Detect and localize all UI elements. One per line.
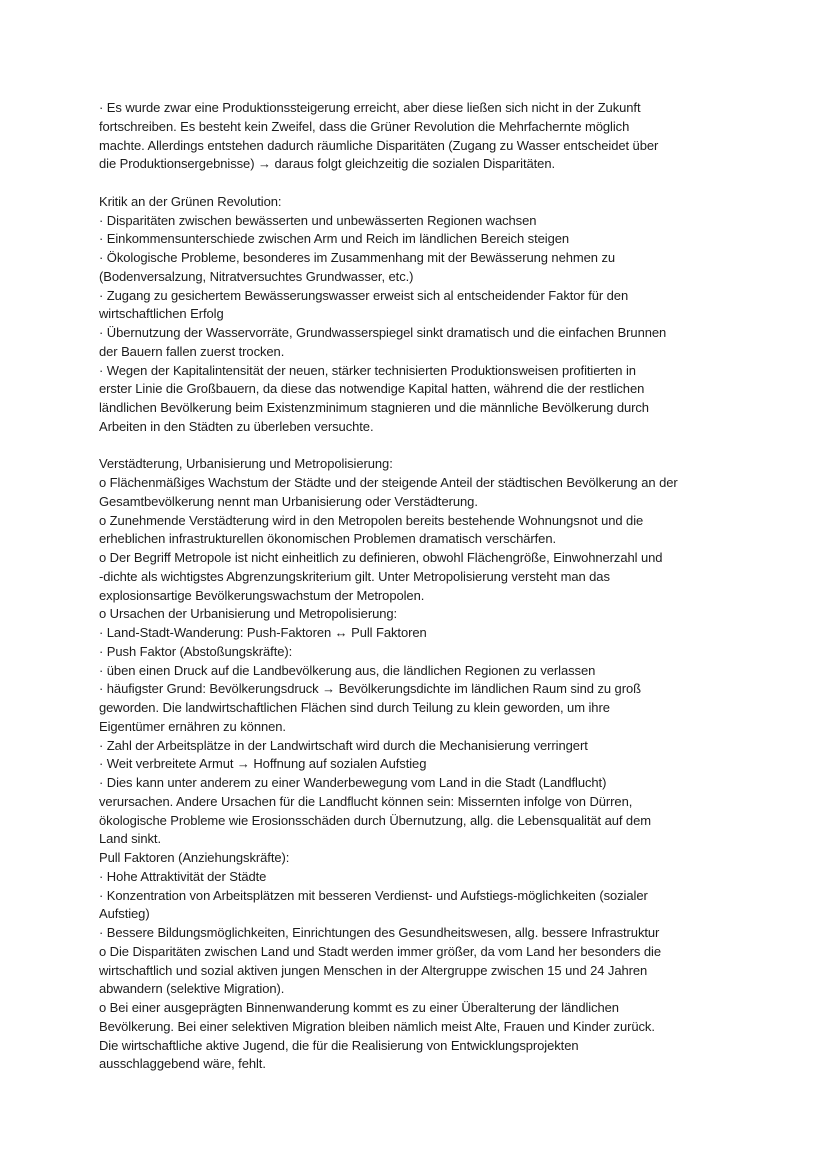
text-line: geworden. Die landwirtschaftlichen Flächen sind durch Teilung zu klein geworden, um ihre	[99, 700, 610, 715]
paragraph-spacer	[99, 174, 739, 193]
urbanisierung-heading: Verstädterung, Urbanisierung und Metropolisierung:	[99, 456, 393, 472]
text-line: ländlichen Bevölkerung beim Existenzminimum stagnieren und die männliche Bevölkerung durch	[99, 400, 649, 415]
text-line: · üben einen Druck auf die Landbevölkerung aus, die ländlichen Regionen zu verlassen	[99, 662, 596, 678]
paragraph-spacer	[99, 437, 739, 456]
text-line: · Ökologische Probleme, besonderes im Zusammenhang mit der Bewässerung nehmen zu	[99, 250, 616, 265]
text-line: · Konzentration von Arbeitsplätzen mit besseren Verdienst- und Aufstiegs-möglichkeiten (sozialer	[99, 887, 648, 903]
text-line: · Zahl der Arbeitsplätze in der Landwirtschaft wird durch die Mechanisierung verringert	[99, 737, 588, 753]
text-line: wirtschaftlich und sozial aktiven jungen Menschen in der Altergruppe zwischen 15 und 24 Jahren	[99, 962, 648, 978]
kritik-heading: Kritik an der Grünen Revolution:	[99, 193, 282, 209]
text-line: o Die Disparitäten zwischen Land und Stadt werden immer größer, da vom Land her besonders die	[99, 943, 661, 959]
text-line: · Disparitäten zwischen bewässerten und unbewässerten Regionen wachsen	[99, 212, 537, 228]
text-line: Eigentümer ernähren zu können.	[99, 718, 286, 734]
text-line: fortschreiben. Es besteht kein Zweifel, dass die Grüner Revolution die Mehrfachernte möglich	[99, 118, 630, 134]
text-line: Arbeiten in den Städten zu überleben versuchte.	[99, 418, 374, 434]
text-line: o Der Begriff Metropole ist nicht einheitlich zu definieren, obwohl Flächengröße, Einwohnerzahl und	[99, 550, 663, 565]
text-line: · Einkommensunterschiede zwischen Arm und Reich im ländlichen Bereich steigen	[99, 231, 570, 247]
text-line: Gesamtbevölkerung nennt man Urbanisierung oder Verstädterung.	[99, 493, 478, 509]
text-line: erheblichen infrastrukturellen ökonomischen Problemen dramatisch verschärfen.	[99, 531, 557, 547]
text-line: · Bessere Bildungsmöglichkeiten, Einrichtungen des Gesundheitswesen, allg. bessere Infrastruktur	[99, 925, 660, 940]
text-line: -dichte als wichtigstes Abgrenzungskriterium gilt. Unter Metropolisierung versteht man das	[99, 568, 610, 584]
text-line: · Land-Stadt-Wanderung: Push-Faktoren ↔ Pull Faktoren	[99, 625, 427, 640]
text-line: explosionsartige Bevölkerungswachstum der Metropolen.	[99, 587, 425, 603]
urbanisierung-section	[99, 455, 739, 1074]
text-line: Pull Faktoren (Anziehungskräfte):	[99, 850, 290, 865]
text-line: o Zunehmende Verstädterung wird in den Metropolen bereits bestehende Wohnungsnot und die	[99, 512, 644, 528]
text-line: · Dies kann unter anderem zu einer Wanderbewegung vom Land in die Stadt (Landflucht)	[99, 775, 607, 790]
text-line: Aufstieg)	[99, 906, 150, 922]
document-page	[99, 99, 739, 1074]
text-line: die Produktionsergebnisse) → daraus folgt gleichzeitig die sozialen Disparitäten.	[99, 156, 555, 172]
intro-paragraph	[99, 99, 739, 174]
kritik-section	[99, 193, 739, 437]
text-line: · Zugang zu gesichertem Bewässerungswasser erweist sich al entscheidender Faktor für den	[99, 287, 629, 303]
text-line: der Bauern fallen zuerst trocken.	[99, 343, 285, 359]
text-line: verursachen. Andere Ursachen für die Landflucht können sein: Missernten infolge von Dürren,	[99, 793, 633, 809]
text-line: · häufigster Grund: Bevölkerungsdruck → Bevölkerungsdichte im ländlichen Raum sind zu groß	[99, 681, 641, 697]
text-line: abwandern (selektive Migration).	[99, 981, 285, 997]
text-line: · Übernutzung der Wasservorräte, Grundwasserspiegel sinkt dramatisch und die einfachen Brunnen	[99, 325, 667, 340]
text-line: ausschlaggebend wäre, fehlt.	[99, 1056, 266, 1072]
text-line: o Flächenmäßiges Wachstum der Städte und der steigende Anteil der städtischen Bevölkerung an der	[99, 475, 678, 490]
text-line: o Bei einer ausgeprägten Binnenwanderung kommt es zu einer Überalterung der ländlichen	[99, 1000, 619, 1015]
text-line: machte. Allerdings entstehen dadurch räumliche Disparitäten (Zugang zu Wasser entscheidet über	[99, 137, 659, 153]
text-line: (Bodenversalzung, Nitratversuchtes Grundwasser, etc.)	[99, 268, 414, 284]
text-line: wirtschaftlichen Erfolg	[99, 306, 224, 322]
text-line: · Es wurde zwar eine Produktionssteigerung erreicht, aber diese ließen sich nicht in der Zukunft	[99, 100, 641, 115]
text-line: o Ursachen der Urbanisierung und Metropolisierung:	[99, 606, 398, 622]
text-line: ökologische Probleme wie Erosionsschäden durch Übernutzung, allg. die Lebensqualität auf dem	[99, 812, 651, 828]
text-line: erster Linie die Großbauern, da diese das notwendige Kapital hatten, während die der restlichen	[99, 381, 645, 397]
text-line: · Hohe Attraktivität der Städte	[99, 868, 267, 884]
text-line: Die wirtschaftliche aktive Jugend, die für die Realisierung von Entwicklungsprojekten	[99, 1037, 579, 1053]
text-line: Bevölkerung. Bei einer selektiven Migration bleiben nämlich meist Alte, Frauen und Kinder zurück.	[99, 1018, 655, 1034]
text-line: · Weit verbreitete Armut → Hoffnung auf sozialen Aufstieg	[99, 756, 427, 772]
text-line: · Push Faktor (Abstoßungskräfte):	[99, 643, 293, 659]
text-line: Land sinkt.	[99, 831, 161, 847]
text-line: · Wegen der Kapitalintensität der neuen, stärker technisierten Produktionsweisen profitierten in	[99, 362, 636, 378]
